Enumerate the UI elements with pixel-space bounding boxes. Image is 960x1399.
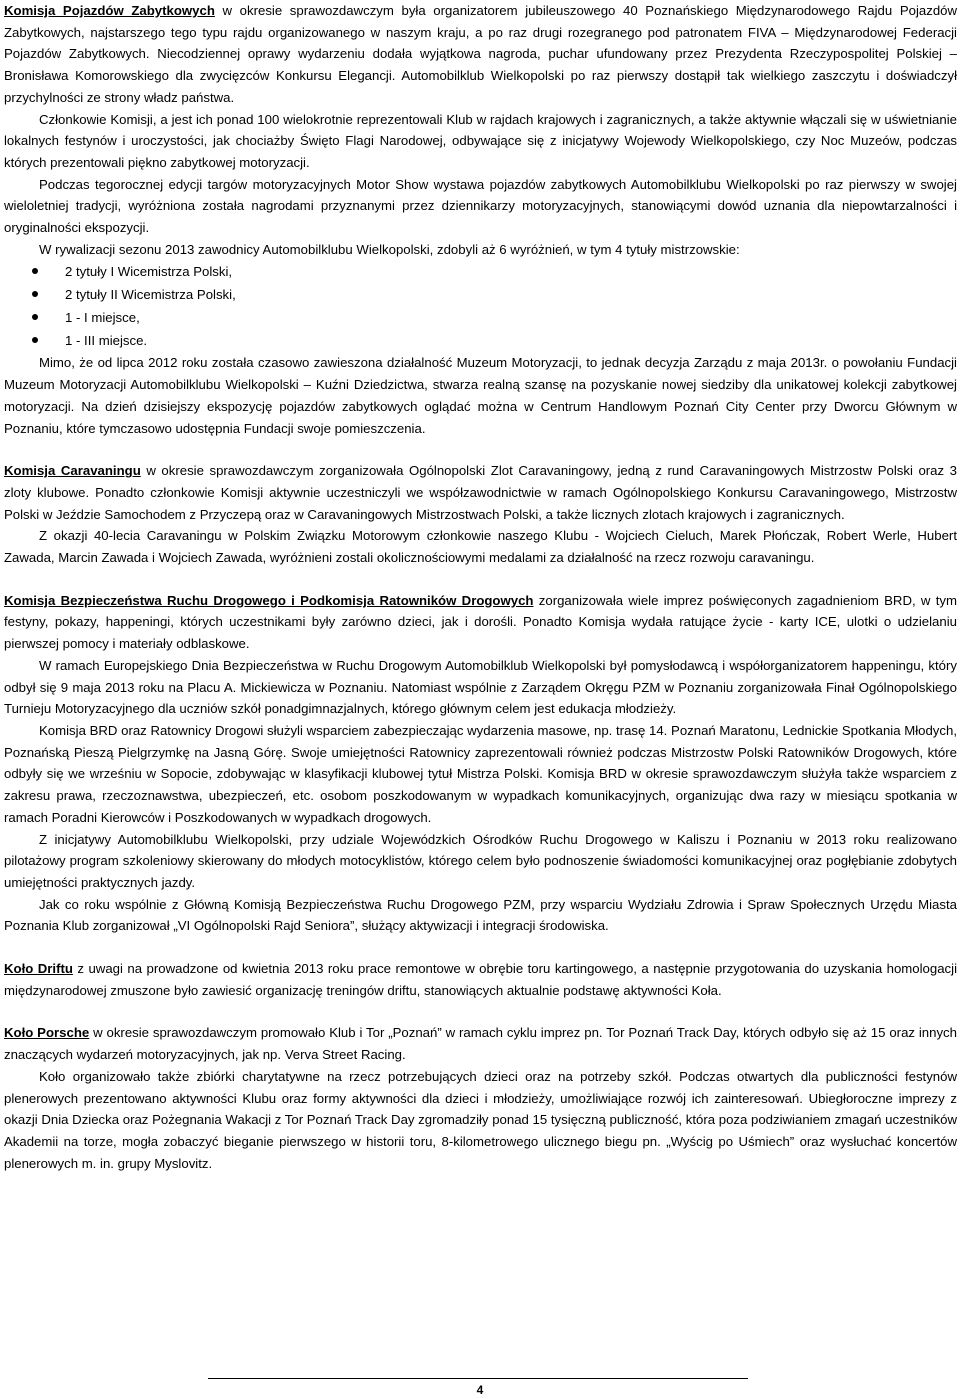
paragraph: Koło organizowało także zbiórki charytatywne na rzecz potrzebujących dzieci oraz na potrzeby szkół. Podczas otwartych dla publiczności festynów plenerowych prezentowano aktywności Klubu oraz formy aktywności dla dzieci i młodzieży, umożliwiające rozwój ich zainteresowań. Ubiegłoroczne imprezy z okazji Dnia Dziecka oraz Pożegnania Wakacji z Tor Poznań Track Day zgromadziły ponad 15 tysięczną publiczność, która poza podziwianiem zmagań uczestników Akademii na torze, mogła zobaczyć bieganie pierwszego w historii toru, 8-kilometrowego ulicznego biegu pn. „Wyścig po Uśmiech” oraz wysłuchać koncertów plenerowych m. in. grupy Myslovitz. [4, 1068, 957, 1171]
section-spacer [4, 569, 957, 590]
section-caravaning-intro [4, 460, 957, 525]
section-spacer [4, 439, 957, 460]
document-page [4, 0, 957, 1174]
section-title-porsche: Koło Porsche [4, 1025, 90, 1041]
paragraph: Członkowie Komisji, a jest ich ponad 100 wielokrotnie reprezentowali Klub w rajdach krajowych i zagranicznych, a także aktywnie włączali się w uświetnianie lokalnych festynów i uroczystości, jak chociażby Święto Flagi Narodowej, odbywające się z inicjatywy Wojewody Wielkopolskiego, czy Noc Muzeów, podczas których prezentowali piękno zabytkowej motoryzacji. [4, 111, 957, 170]
paragraph: Komisja BRD oraz Ratownicy Drogowi służyli wsparciem zabezpieczając wydarzenia masowe, np. trasę 14. Poznań Maratonu, Lednickie Spotkania Młodych, Poznańską Pieszą Pielgrzymkę na Jasną Górę. Swoje umiejętności Ratownicy zaprezentowali również podczas Mistrzostw Polski Ratowników Drogowych, które odbyły się we wrześniu w Sopocie, zdobywając w klasyfikacji klubowej tytuł Mistrza Polski. Komisja BRD w okresie sprawozdawczym służyła także wsparciem z zakresu prawa, rzeczoznawstwa, ubezpieczeń, etc. osobom poszkodowanym w wypadkach komunikacyjnych, organizując dwa razy w miesiącu spotkania w ramach Poradni Kierowców i Poszkodowanych w wypadkach drogowych. [4, 722, 957, 825]
paragraph-text: w okresie sprawozdawczym była organizatorem jubileuszowego 40 Poznańskiego Międzynarodowego Rajdu Pojazdów Zabytkowych, najstarszego tego typu rajdu organizowanego w naszym kraju, a po raz drugi rozegranego pod patronatem FIVA – Międzynarodowej Federacji Pojazdów Zabytkowych. Niecodziennej oprawy wydarzeniu dodała wyjątkowa nagroda, puchar ufundowany przez Prezydenta Rzeczypospolitej Polskiej – Bronisława Komorowskiego dla zwycięzców Konkursu Elegancji. Automobilklub Wielkopolski po raz pierwszy dostąpił tak wielkiego zaszczytu i doświadczył przychylności ze strony władz państwa. [4, 3, 958, 105]
section-porsche-intro [4, 1022, 957, 1065]
bullet-icon [32, 337, 38, 343]
section-title-caravaning: Komisja Caravaningu [4, 463, 141, 479]
paragraph: Podczas tegorocznej edycji targów motoryzacyjnych Motor Show wystawa pojazdów zabytkowych Automobilklubu Wielkopolski po raz pierwszy w swojej wieloletniej tradycji, wyróżniona została nagrodami przyznanymi przez dziennikarzy motoryzacyjnych, stanowiącymi dowód uznania dla niepowtarzalności i oryginalności ekspozycji. [4, 176, 957, 236]
section-spacer [4, 937, 957, 958]
section-drift-intro [4, 958, 957, 1001]
paragraph: Z inicjatywy Automobilklubu Wielkopolski, przy udziale Wojewódzkich Ośrodków Ruchu Drogowego w Kaliszu i Poznaniu w 2013 roku realizowano pilotażowy program szkoleniowy skierowany do młodych motocyklistów, którego celem było podnoszenie świadomości komunikacyjnej oraz pogłębianie zdobytych umiejętności praktycznych jazdy. [4, 831, 957, 890]
paragraph: W ramach Europejskiego Dnia Bezpieczeństwa w Ruchu Drogowym Automobilklub Wielkopolski był pomysłodawcą i współorganizatorem happeningu, który odbył się 9 maja 2013 roku na Placu A. Mickiewicza w Poznaniu. Natomiast wspólnie z Zarządem Okręgu PZM w Poznaniu zorganizowała Finał Ogólnopolskiego Turnieju Motoryzacyjnego dla uczniów szkół ponadgimnazjalnych, którego głównym celem jest edukacja młodzieży. [4, 657, 957, 717]
titles-list [4, 260, 957, 352]
section-title-drift: Koło Driftu [4, 961, 73, 977]
paragraph: W rywalizacji sezonu 2013 zawodnicy Automobilklubu Wielkopolski, zdobyli aż 6 wyróżnień, w tym 4 tytuły mistrzowskie: [39, 241, 740, 257]
list-item: 1 - I miejsce, [32, 306, 957, 329]
list-item: 1 - III miejsce. [32, 329, 957, 352]
paragraph: Mimo, że od lipca 2012 roku została czasowo zawieszona działalność Muzeum Motoryzacji, to jednak decyzja Zarządu z maja 2013r. o powołaniu Fundacji Muzeum Motoryzacji Automobilklubu Wielkopolski – Kuźni Dziedzictwa, stwarza realną szansę na pozyskanie nowej siedziby dla unikatowej kolekcji zabytkowej motoryzacji. Na dzień dzisiejszy ekspozycję pojazdów zabytkowych oglądać można w Centrum Handlowym Poznań City Center przy Dworcu Głównym w Poznaniu, które tymczasowo udostępnia Fundacji swoje pomieszczenia. [4, 355, 957, 436]
section-brd-intro [4, 590, 957, 655]
section-title-pojazdy-zabytkowe: Komisja Pojazdów Zabytkowych [4, 3, 215, 18]
footer-divider [208, 1378, 748, 1379]
bullet-icon [32, 314, 38, 320]
section-spacer [4, 1001, 957, 1022]
paragraph: Jak co roku wspólnie z Główną Komisją Bezpieczeństwa Ruchu Drogowego PZM, przy wsparciu Wydziału Zdrowia i Spraw Społecznych Urzędu Miasta Poznania Klub zorganizował „VI Ogólnopolski Rajd Seniora”, służący aktywizacji i integracji środowiska. [4, 896, 957, 934]
paragraph: Z okazji 40-lecia Caravaningu w Polskim Związku Motorowym członkowie naszego Klubu - Wojciech Cieluch, Marek Płończak, Robert Werle, Hubert Zawada, Marcin Zawada i Wojciech Zawada, wyróżnieni zostali okolicznościowymi medalami za działalność na rzecz rozwoju caravaningu. [4, 528, 957, 566]
bullet-icon [32, 291, 38, 297]
list-item: 2 tytuły II Wicemistrza Polski, [32, 283, 957, 306]
bullet-icon [32, 268, 38, 274]
paragraph-text: zorganizowała wiele imprez poświęconych zagadnieniom BRD, w tym festyny, pokazy, happeningi, których uczestnikami były zarówno dzieci, jak i dorośli. Ponadto Komisja wydała ratujące życie - karty ICE, ulotki o udzielaniu pierwszej pomocy i materiały odblaskowe. [4, 592, 957, 652]
paragraph-text: w okresie sprawozdawczym promowało Klub i Tor „Poznań” w ramach cyklu imprez pn. Tor Poznań Track Day, których odbyło się aż 15 oraz innych znaczących wydarzeń motoryzacyjnych, jak np. Verva Street Racing. [4, 1025, 957, 1063]
section-zabytkowe-intro [4, 0, 957, 109]
list-item: 2 tytuły I Wicemistrza Polski, [32, 260, 957, 283]
section-title-brd: Komisja Bezpieczeństwa Ruchu Drogowego i Podkomisja Ratowników Drogowych [4, 592, 534, 608]
paragraph-text: z uwagi na prowadzone od kwietnia 2013 roku prace remontowe w obrębie toru kartingowego, a następnie przygotowania do uzyskania homologacji międzynarodowej zmuszone było zawiesić organizację treningów driftu, stanowiących aktualnie podstawę aktywności Koła. [4, 961, 958, 998]
page-number: 4 [476, 1383, 484, 1397]
paragraph-text: w okresie sprawozdawczym zorganizowała Ogólnopolski Zlot Caravaningowy, jedną z rund Caravaningowych Mistrzostw Polski oraz 3 zloty klubowe. Ponadto członkowie Komisji aktywnie uczestniczyli we współzawodnictwie w ramach Ogólnopolskiego Konkursu Caravaningowego, Mistrzostw Polski w Jeździe Samochodem z Przyczepą oraz w Caravaningowych Mistrzostwach Polski, a także licznych zlotach krajowych i zagranicznych. [4, 463, 957, 522]
